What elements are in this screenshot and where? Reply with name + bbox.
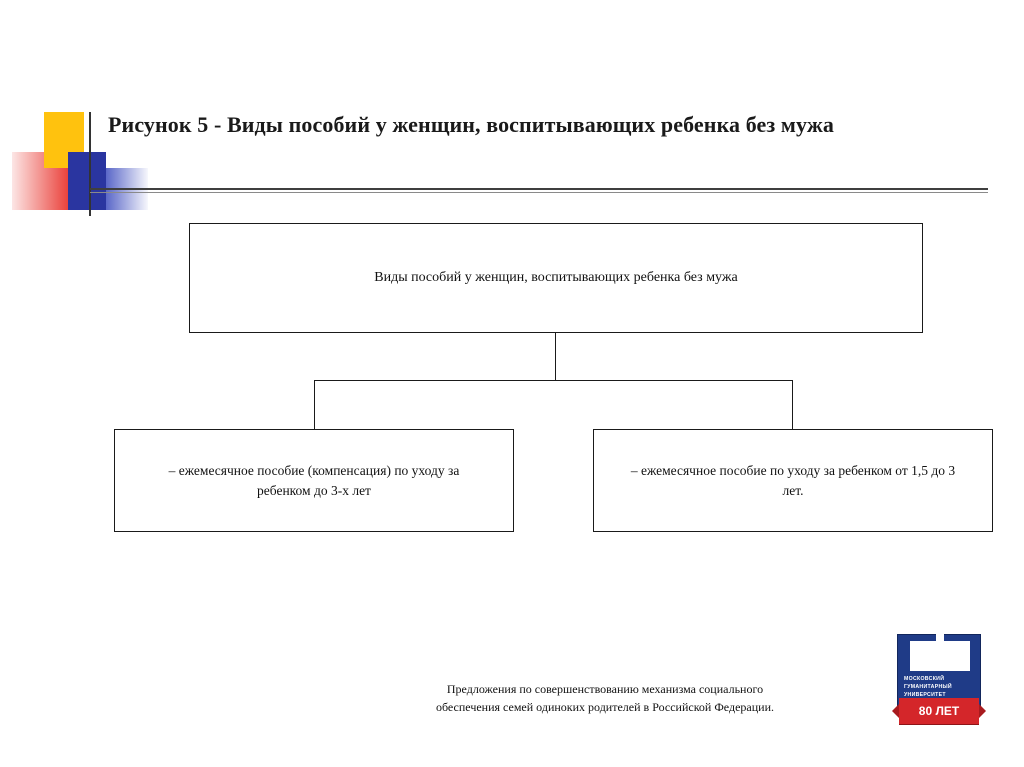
logo-building-icon: [910, 641, 970, 671]
title-divider-secondary: [90, 192, 988, 193]
logo-name-line2: ГУМАНИТАРНЫЙ: [904, 684, 952, 691]
diagram-child-label-right: – ежемесячное пособие по уходу за ребенком от 1,5 до 3 лет.: [630, 462, 956, 498]
logo-anniversary-ribbon: 80 ЛЕТ: [899, 698, 979, 724]
footer-caption: [330, 680, 880, 716]
logo-name-line3: УНИВЕРСИТЕТ: [904, 692, 946, 699]
diagram-root-label: Виды пособий у женщин, воспитывающих ребенка без мужа: [374, 269, 738, 285]
slide-title: Рисунок 5 - Виды пособий у женщин, воспитывающих ребенка без мужа: [108, 112, 834, 137]
logo-name-line1: МОСКОВСКИЙ: [904, 676, 945, 682]
title-divider: [90, 188, 988, 190]
logo-name-block: [904, 675, 976, 699]
diagram-child-label-left: – ежемесячное пособие (компенсация) по уходу за ребенком до 3-х лет: [168, 462, 460, 498]
footer-caption-line1: Предложения по совершенствованию механизма социального: [446, 682, 764, 696]
diagram-child-node-left: [114, 429, 514, 532]
connector-horizontal-bus: [314, 380, 793, 381]
connector-root-drop: [555, 333, 556, 380]
connector-right-branch: [792, 380, 793, 429]
diagram-root-node: [189, 223, 923, 333]
footer-caption-line2: обеспечения семей одиноких родителей в Российской Федерации.: [435, 700, 775, 714]
university-logo: [897, 634, 981, 728]
accent-blue-block: [68, 152, 106, 210]
connector-left-branch: [314, 380, 315, 429]
accent-vertical-line: [89, 112, 91, 216]
diagram-child-node-right: [593, 429, 993, 532]
